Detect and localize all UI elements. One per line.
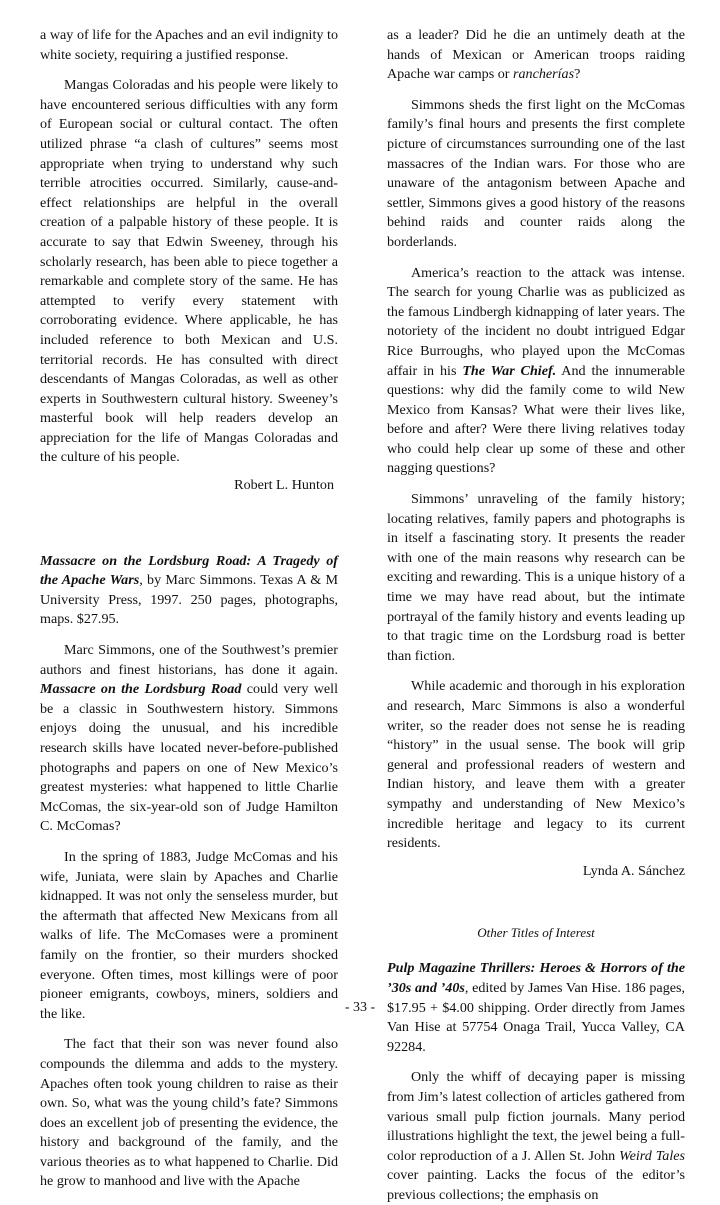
paragraph: While academic and thorough in his exploration and research, Marc Simmons is also a wonderful writer, so the reader does not sense he is reading “history” in the usual sense. The book will grip general and professional readers of western and Indian history, and leave them with a greater sympathy and understanding of New Mexico’s incredible heritage and legacy to its current residents. — [387, 678, 685, 852]
paragraph: Only the whiff of decaying paper is missing from Jim’s latest collection of articles gathered from various small pulp fiction journals. Many period illustrations highlight the text, the jewel being a full-color reproduction of a J. Allen St. John Weird Tales cover painting. Lacks the focus of the editor’s previous collections; the emphasis on — [387, 1069, 685, 1203]
section-title: Other Titles of Interest — [477, 925, 595, 941]
book-info: , by Marc Simmons. Texas A & M University Press, 1997. 250 pages, photographs, maps. $27.95. — [40, 572, 339, 628]
paragraph-continued: as a leader? Did he die an untimely death at the hands of Mexican or American troops raiding Apache war camps or rancherías? — [387, 27, 685, 83]
left-column — [40, 26, 338, 1192]
paragraph: In the spring of 1883, Judge McComas and his wife, Juniata, were slain by Apaches and Charlie kidnapped. It was not only the senseless murder, but the aftermath that affected New Mexicans from all walks of life. The McComases were a prominent family on the frontier, so their murders shocked everyone. Often times, most killings were of poor pioneer emigrants, cowboys, miners, soldiers and the like. — [40, 848, 338, 1022]
book-title-inline: The War Chief. — [462, 362, 557, 379]
reviewer-signature: Lynda A. Sánchez — [582, 862, 685, 879]
book-title: Massacre on the Lordsburg Road: A Tragedy of the Apache Wars — [40, 552, 338, 589]
review-heading — [40, 552, 338, 630]
right-column — [387, 26, 685, 1205]
reviewer-signature: Robert L. Hunton — [234, 477, 334, 494]
paragraph: Simmons sheds the first light on the McComas family’s final hours and presents the first complete picture of circumstances surrounding one of the last massacres of the Indian wars. For those who are unaware of the antagonism between Apache and settler, Simmons gives a good history of the reasons behind raids and counter raids along the borderlands. — [387, 96, 685, 250]
paragraph-continued: a way of life for the Apaches and an evil indignity to white society, requiring a justified response. — [40, 27, 338, 63]
book-info: , edited by James Van Hise. 186 pages, $17.95 + $4.00 shipping. Order directly from James Van Hise at 57754 Onaga Trail, Yucca Valley, CA 92284. — [387, 979, 686, 1055]
paragraph: Marc Simmons, one of the Southwest’s premier authors and finest historians, has done it again. Massacre on the Lordsburg Road could very well be a classic in Southwestern history. Simmons enjoys doing the unusual, and his incredible research skills have located never-before-published photographs and papers on one of New Mexico’s greatest mysteries: what happened to little Charlie McComas, the six-year-old son of Judge Hamilton C. McComas? — [40, 642, 338, 835]
paragraph: The fact that their son was never found also compounds the dilemma and adds to the mystery. Apaches often took young children to raise as their own. So, what was the young child’s fate? Simmons does an excellent job of presenting the evidence, the history and background of the family, and the various theories as to what happened to Charlie. Did he grow to manhood and live with the Apache — [40, 1036, 338, 1190]
page-number: - 33 - — [344, 1000, 376, 1015]
book-title-inline: Massacre on the Lordsburg Road — [40, 681, 242, 698]
paragraph: Simmons’ unraveling of the family history; locating relatives, family papers and photographs is in itself a fascinating story. It presents the reader with one of the main reasons why research can be exciting and rewarding. This is a unique history of a time we may have read about, but the intimate portrayal of the family history and events leading up to that tragic time on the Lordsburg road is better than fiction. — [387, 491, 685, 664]
paragraph: America’s reaction to the attack was intense. The search for young Charlie was as publicized as the famous Lindbergh kidnapping of later years. The notoriety of the incident no doubt intrigued Edgar Rice Burroughs, who played upon the McComas affair in his The War Chief. And the innumerable questions: why did the family come to wild New Mexico from Kansas? What were their lives like, before and after? Were there living relatives today who could help clear up some of these and other nagging questions? — [387, 264, 686, 477]
paragraph: Mangas Coloradas and his people were likely to have encountered serious difficulties with any form of European social or cultural contact. The often utilized phrase “a clash of cultures” seems most appropriate when trying to understand why such terrible atrocities occurred. Similarly, cause-and-effect relationships are helpful in the overall creation of a palpable history of these people. It is accurate to say that Edwin Sweeney, through his scholarly research, has been able to piece together a remarkable and complete story of the same. He has attempted to verify every statement with corroborating evidence. Where applicable, he has included reference to both Mexican and U.S. territorial records. He has consulted with direct descendants of Mangas Coloradas, as well as other experts in Southwestern cultural history. Sweeney’s masterful book will help readers develop an appreciation for the life of Mangas Coloradas and the culture of his people. — [40, 77, 338, 466]
book-title: Pulp Magazine Thrillers: Heroes & Horrors of the ’30s and ’40s — [387, 960, 685, 996]
